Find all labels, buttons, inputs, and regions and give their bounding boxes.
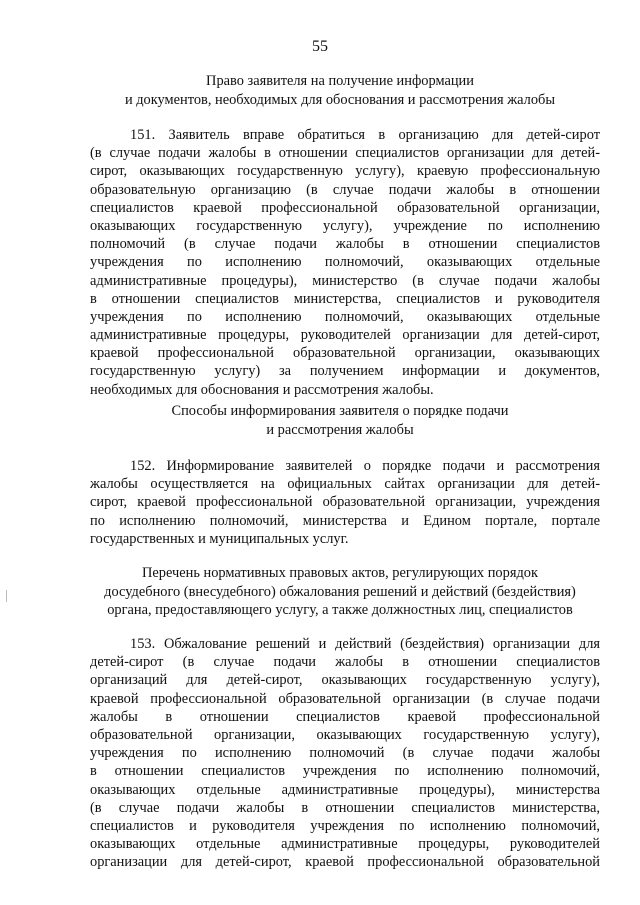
heading-line: и документов, необходимых для обоснования и рассмотрения жалобы: [124, 91, 556, 108]
paragraph-line: специалистов краевой профессиональной образовательной организации,: [90, 199, 600, 216]
paragraph-line: учреждения по исполнению полномочий, оказывающих отдельные: [90, 254, 600, 271]
heading-line: органа, предоставляющего услугу, а также должностных лиц, специалистов: [107, 602, 573, 618]
paragraph-153: [90, 635, 600, 871]
section-heading: [90, 72, 590, 109]
paragraph-line: учреждения по исполнению полномочий, оказывающих отдельные: [90, 308, 600, 325]
paragraph-line: 153. Обжалование решений и действий (бездействия) организации для: [130, 636, 600, 652]
paragraph-line: (в случае подачи жалобы в отношении специалистов министерства,: [90, 799, 600, 816]
paragraph-line: 151. Заявитель вправе обратиться в организацию для детей-сирот: [130, 127, 600, 143]
section-heading: [90, 402, 590, 439]
heading-line: и рассмотрения жалобы: [266, 421, 414, 438]
heading-line: Право заявителя на получение информации: [206, 73, 474, 89]
heading-line: Способы информирования заявителя о порядке подачи: [171, 403, 509, 419]
paragraph-line: 152. Информирование заявителей о порядке подачи и рассмотрения: [130, 458, 600, 474]
page-number: 55: [312, 38, 328, 55]
heading-line: досудебного (внесудебного) обжалования решений и действий (бездействия): [104, 583, 576, 600]
paragraph-line: оказывающих государственную услугу), учреждение по исполнению: [90, 217, 600, 234]
paragraph-line: жалобы осуществляется на официальных сайтах организации для детей-: [90, 476, 600, 493]
paragraph-line: жалобы в отношении специалистов краевой профессиональной: [90, 708, 600, 725]
paragraph-line: государственную услугу) за получением информации и документов,: [90, 363, 600, 380]
paragraph-line: по исполнению полномочий, министерства и Едином портале, портале: [90, 512, 600, 529]
paragraph-line: сирот, краевой профессиональной образовательной организации, учреждения: [90, 494, 600, 511]
paragraph-line: административные процедуры), министерство (в случае подачи жалобы: [90, 272, 600, 289]
paragraph-line: необходимых для обоснования и рассмотрения жалобы.: [90, 381, 434, 398]
paragraph-line: полномочий (в случае подачи жалобы в отношении специалистов: [90, 236, 600, 253]
paragraph-line: государственных и муниципальных услуг.: [90, 530, 349, 547]
paragraph-line: краевой профессиональной образовательной организации (в случае подачи: [90, 690, 600, 707]
paragraph-line: краевой профессиональной образовательной организации, оказывающих: [90, 345, 600, 362]
paragraph-line: образовательную организацию (в случае подачи жалобы в отношении: [90, 181, 600, 198]
paragraph-line: в отношении специалистов учреждения по исполнению полномочий,: [90, 763, 600, 780]
paragraph-line: образовательной организации, оказывающих государственную услугу),: [90, 726, 600, 743]
paragraph-line: оказывающих отдельные административные процедуры, руководителей: [90, 836, 600, 853]
paragraph-line: (в случае подачи жалобы в отношении специалистов организации для детей-: [90, 145, 600, 162]
paragraph-line: специалистов и руководителя учреждения по исполнению полномочий,: [90, 817, 600, 834]
paragraph-line: организации для детей-сирот, краевой профессиональной образовательной: [90, 854, 600, 871]
heading-line: Перечень нормативных правовых актов, регулирующих порядок: [142, 565, 538, 581]
paragraph-line: детей-сирот (в случае подачи жалобы в отношении специалистов: [90, 654, 600, 671]
section-heading: [90, 564, 590, 620]
paragraph-line: оказывающих отдельные административные процедуры), министерства: [90, 781, 600, 798]
paragraph-152: [90, 457, 600, 548]
paragraph-151: [90, 126, 600, 399]
paragraph-line: в отношении специалистов министерства, специалистов и руководителя: [90, 290, 600, 307]
paragraph-line: административные процедуры, руководителей организации для детей-сирот,: [90, 327, 600, 344]
margin-mark: [6, 590, 7, 602]
paragraph-line: сирот, оказывающих государственную услугу), краевую профессиональную: [90, 163, 600, 180]
paragraph-line: организаций для детей-сирот, оказывающих государственную услугу),: [90, 672, 600, 689]
paragraph-line: учреждения по исполнению полномочий (в случае подачи жалобы: [90, 745, 600, 762]
